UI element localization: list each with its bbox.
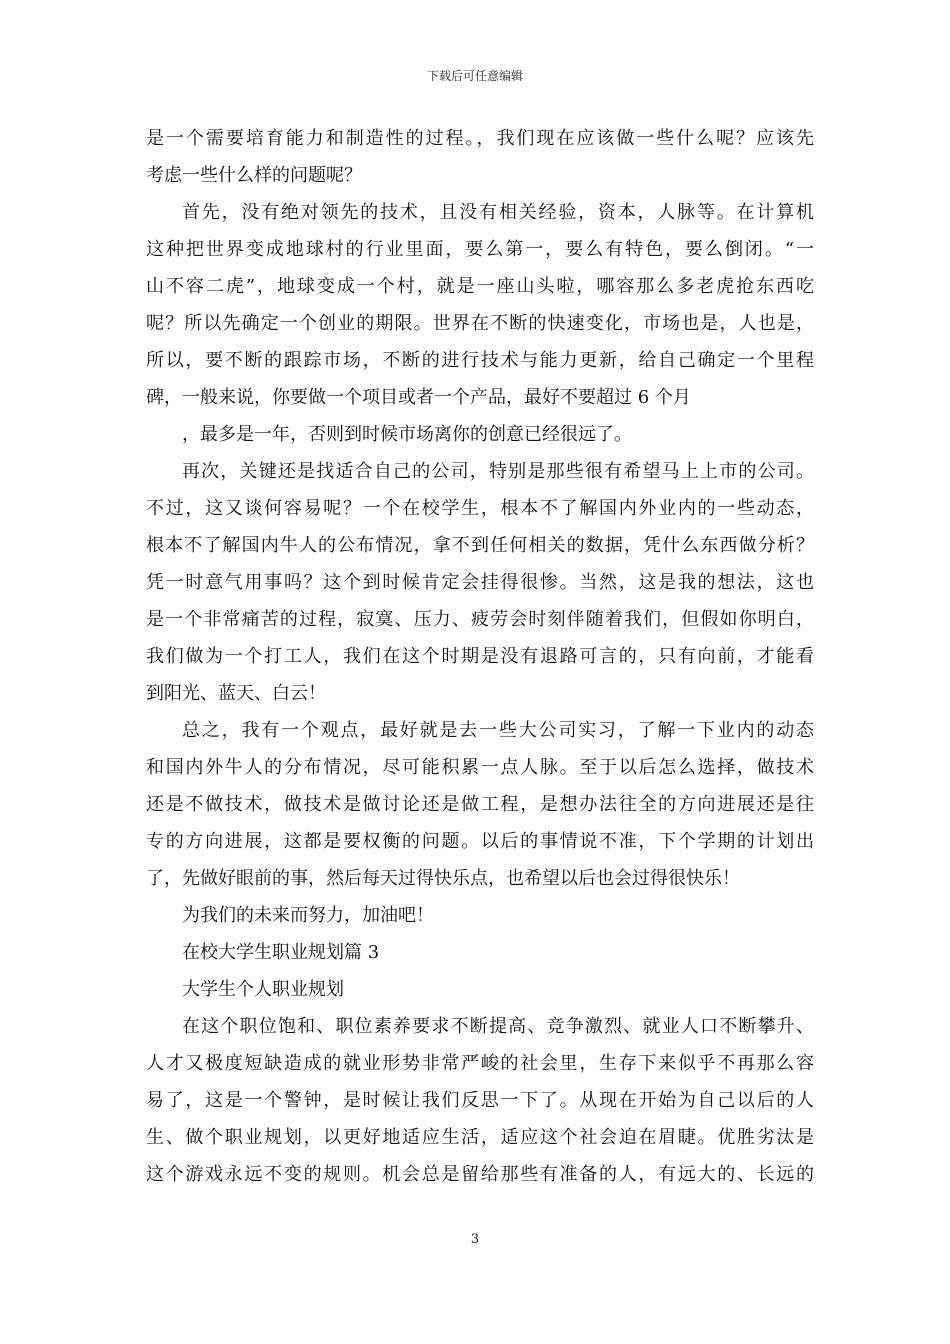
text-line: 这个游戏永远不变的规则。机会总是留给那些有准备的人，有远大的、长远的 [146,1164,814,1185]
page-header: 下载后可任意编辑 [426,69,523,83]
text-line: 了，先做好眼前的事，然后每天过得快乐点，也希望以后也会过得很快乐！ [146,868,740,889]
text-line: 易了，这是一个警钟，是时候让我们反思一下了。从现在开始为自己以后的人 [146,1090,814,1111]
text-line: 碑，一般来说，你要做一个项目或者一个产品，最好不要超过 6 个月 [146,387,691,408]
text-line: 根本不了解国内牛人的公布情况，拿不到任何相关的数据，凭什么东西做分析？ [146,535,814,556]
text-line: ，最多是一年，否则到时候市场离你的创意已经很远了。 [182,424,632,445]
document-body [146,120,814,1193]
text-line: 是一个非常痛苦的过程，寂寞、压力、疲劳会时刻伴随着我们，但假如你明白， [146,609,814,630]
text-line: 首先，没有绝对领先的技术，且没有相关经验，资本，人脉等。在计算机 [182,202,814,223]
text-line: 考虑一些什么样的问题呢？ [146,165,362,186]
text-line: 在校大学生职业规划篇 3 [182,942,380,963]
text-line: 还是不做技术，做技术是做讨论还是做工程，是想办法往全的方向进展还是往 [146,794,814,815]
text-line: 到阳光、蓝天、白云！ [146,683,326,704]
text-line: 总之，我有一个观点，最好就是去一些大公司实习，了解一下业内的动态 [182,720,814,741]
text-line: 山不容二虎”，地球变成一个村，就是一座山头啦，哪容那么多老虎抢东西吃 [146,276,814,297]
text-line: 再次，关键还是找适合自己的公司，特别是那些很有希望马上上市的公司。 [182,461,814,482]
text-line: 生、做个职业规划，以更好地适应生活，适应这个社会迫在眉睫。优胜劣汰是 [146,1127,814,1148]
text-line: 人才又极度短缺造成的就业形势非常严峻的社会里，生存下来似乎不再那么容 [146,1053,814,1074]
text-line: 所以，要不断的跟踪市场，不断的进行技术与能力更新，给自己确定一个里程 [146,350,814,371]
text-line: 凭一时意气用事吗？这个到时候肯定会挂得很惨。当然，这是我的想法，这也 [146,572,814,593]
text-line: 这种把世界变成地球村的行业里面，要么第一，要么有特色，要么倒闭。“一 [146,239,814,260]
text-line: 呢？所以先确定一个创业的期限。世界在不断的快速变化，市场也是，人也是， [146,313,814,334]
text-line: 不过，这又谈何容易呢？一个在校学生，根本不了解国内外业内的一些动态， [146,498,814,519]
text-line: 大学生个人职业规划 [182,979,344,1000]
text-line: 我们做为一个打工人，我们在这个时期是没有退路可言的，只有向前，才能看 [146,646,814,667]
text-line: 是一个需要培育能力和制造性的过程。，我们现在应该做一些什么呢？应该先 [146,128,814,149]
text-line: 和国内外牛人的分布情况，尽可能积累一点人脉。至于以后怎么选择，做技术 [146,757,814,778]
text-line: 在这个职位饱和、职位素养要求不断提高、竞争激烈、就业人口不断攀升、 [182,1016,814,1037]
page-number: 3 [470,1232,480,1247]
text-line: 为我们的未来而努力，加油吧！ [182,905,434,926]
text-line: 专的方向进展，这都是要权衡的问题。以后的事情说不准，下个学期的计划出 [146,831,814,852]
